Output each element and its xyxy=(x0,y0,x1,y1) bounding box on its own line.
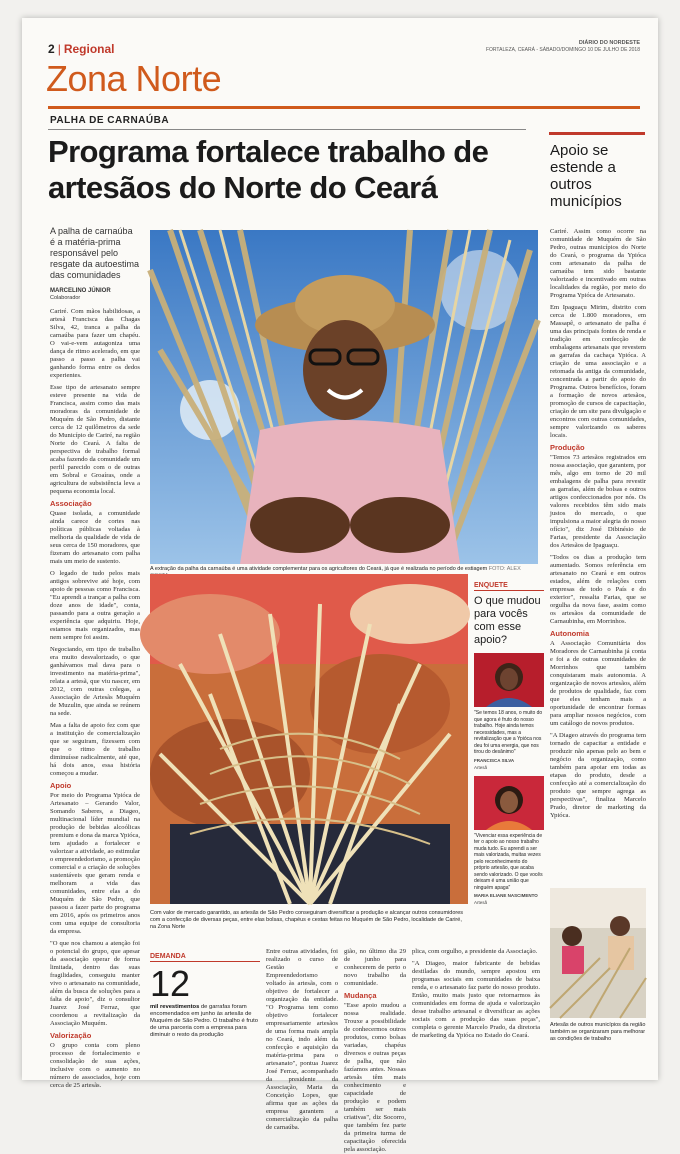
paragraph: "Temos 73 artesãos registrados em nossa associação, que garantem, por mês, algo em torno de 20 mil embalagens de palha para revestir as garrafas, além de bolsas e outros artigos confeccionados por nós. Os valores recebidos têm sido mais justos do mercado, o que impulsiona a maior alegria do nosso ofício", diz José Dibinésio de Farias, presidente da Associação dos Artesãos de Ipaguaçu. xyxy=(550,454,646,549)
paragraph: Cariré. Assim como ocorre na comunidade de Muquém de São Pedro, outras municípios do Norte do Ceará, o programa da Ypióca com artesanato da palha de carnaúba tem sido bastante valorizado e incentivado em outras localidades da região, por meio do Programa Ypióca de Artesanato. xyxy=(550,228,646,299)
paragraph: Mas a falta de apoio fez com que a instituição de comercialização que se seguiram, fizessem com que o ritmo de trabalho diminuísse radicalmente, até que, há dois anos, essa história começou a mudar. xyxy=(50,722,140,777)
portrait-maria xyxy=(474,776,544,830)
page-header xyxy=(48,40,640,58)
portrait-francisca xyxy=(474,653,544,707)
dek: A palha de carnaúba é a matéria-prima responsável pelo resgate da autoestima das comunidades xyxy=(50,226,140,280)
photo-credit: FOTO: ALEX xyxy=(488,566,521,572)
header-separator: | xyxy=(57,42,61,56)
headline: Programa fortalece trabalho de artesãos do Norte do Ceará xyxy=(48,134,489,205)
byline xyxy=(50,288,140,302)
byline-role: Colaborador xyxy=(50,295,81,301)
newspaper-page xyxy=(22,18,658,1153)
weaving-photo xyxy=(150,574,468,904)
sidebar-rule xyxy=(549,132,645,135)
paragraph: Em Ipaguaçu Mirim, distrito com cerca de 1.800 moradores, em Massapê, o artesanato de palha é uma das principais fontes de renda e tradição em confecção de embalagens artesanais que revestem as garrafas da cachaça Ypióca. A criação de uma associação e a retomada da antiga da comunidade, concentrada a partir do apoio do Programa. Outros benefícios, foram a formação de novos artesãos, promoção de cursos de capacitação, criação de um site para divulgação e encontros com outras comunidades, sempre valorizando os saberes locais. xyxy=(550,304,646,439)
paragraph: Cariré. Com mãos habilidosas, a artesã Francisca das Chagas Silva, 42, tranca a palha da carnaúba para fazer um chapéu. O vai-e-vem autagoniza uma dança de ritmo acelerado, em que passo a passo a palha vai ganhando forma entre os dedos experientes. xyxy=(50,308,140,379)
paragraph: "Todos os dias a produção tem aumentado. Somos referência em artesanato no Ceará e em outros estados, além de relações com empresas de todo o País e do exterior", ressalta Farias, que se orgulha da nova fase, assim como os artesãos da comunidade de Carnaubinha, em Morrinhos. xyxy=(550,554,646,625)
subhead: Apoio xyxy=(50,781,72,790)
photo2-caption: Com valor de mercado garantido, as artesãs de São Pedro conseguiram diversificar a produção e alcançar outros consumidores com a confecção de diversas peças, entre elas bolsas, chapéus e cestas feitas no Muquém de São Pedro, localidade de Cariré, na Zona Norte xyxy=(150,910,464,930)
weaving-illustration xyxy=(150,574,468,904)
demand-number: 12 xyxy=(150,963,191,1004)
poll-name-1: FRANCISCA SILVA xyxy=(474,757,515,763)
section-name: Regional xyxy=(63,42,115,56)
paragraph: "Esse apoio mudou a nossa realidade. Trouxe a possibilidade de conhecermos outros produtos, como bolsas variadas, chapéus diversos e outras peças de palha, que não fazíamos antes. Nossas artesãs têm mais conhecimento e capacidade de produção e podem também ser mais criativas", diz Socorro, que também fez parte da primeira turma de capacitação oferecida pela associação. xyxy=(344,1002,406,1153)
subhead: Valorização xyxy=(50,1031,92,1040)
paragraph: Por meio do Programa Ypióca de Artesanato – Gerando Valor, Somando Saberes, a Diageo, multinacional líder mundial na produção de bebidas alcoólicas premium e dona da marca Ypióca, tem ajudado a fortalecer e valorizar a atividade, ao estimular o empreendedorismo, a promoção comercial e a criação de soluções sustentáveis que geram renda e melhoram a vida das comunidades, entre elas a do Muquém de São Pedro, que passou a fazer parte do programa em 2016, após os primeiros anos com uma equipe de consultoria da empresa. xyxy=(50,792,140,935)
demand-box xyxy=(150,953,260,1053)
paragraph: Quase isolada, a comunidade ainda carece de cortes nas políticas públicas voltadas à melhoria da qualidade de vida de seus cerca de 150 moradores, que fizeram do artesanato com palha mais um meio de sustento. xyxy=(50,510,140,565)
subhead: Associação xyxy=(50,499,92,508)
poll-box xyxy=(474,582,544,912)
subhead: Autonomia xyxy=(550,629,590,638)
paper-name: DIÁRIO DO NORDESTE xyxy=(578,40,640,46)
portrait-illustration xyxy=(474,776,544,830)
paragraph: Entre outras atividades, foi realizado o curso de Gestão e Empreendedorismo voltado às artesãs, com o objetivo de fortalecer a organização da entidade. "O Programa tem como objetivo fortalecer empresariamente artesãos de uma forma mais ampla no Ceará, indo além da confecção e aquisição da matéria-prima para o artesanato", pontua Juarez José Ferraz, acompanhado da presidente da Associação, Maria da Conceição Lopes, que afirma que as ações da empresa garantem a comercialização da palha de carnaúba. xyxy=(266,948,338,1131)
paragraph: O grupo conta com pleno processo de fortalecimento e consolidação de suas ações, inclusive com o aumento no número de associados, hoje com cerca de 25 artesãs. xyxy=(50,1042,140,1089)
demand-text-body: de garrafas foram encomendados em junho às artesãs de Muquém de São Pedro. O trabalho é fruto de uma parceria com a empresa para diminuir o resto da produção xyxy=(150,1004,258,1038)
subhead: Produção xyxy=(550,443,585,452)
paragraph: "O que nos chamou a atenção foi o potencial do grupo, que apesar da associação operar de forma limitada, dentro das suas fragilidades, conseguiu manter vivo o artesanato na comunidade, além da busca de soluções para a falta de apoio", diz o consultor Juarez José Ferraz, que coordenou a revitalização da Associação Muquém. xyxy=(50,940,140,1027)
portrait-illustration xyxy=(474,653,544,707)
paragraph: "A Diageo, maior fabricante de bebidas destiladas do mundo, sempre apostou em programas sociais em comunidades de baixa renda, e o artesanato faz parte do nosso produto. Então, muito mais justo que retornarmos às comunidades em forma de ajuda e valorização desse trabalho artesanal e diversificar as ações sociais com a produção das suas peças", completa o gerente Marcelo Prado, da diretoria de marketing da Ypióca no Estado do Ceará. xyxy=(412,960,540,1039)
poll-quote-1: "Se temos 18 anos, o muito do que agora é fruto do nosso trabalho. Hoje ainda temos necessidades, mas a revitalização que a Ypióca nos deu foi uma energia, que nos tirou do desânimo" xyxy=(474,710,543,755)
paragraph: A Associação Comunitária dos Moradores de Carnaubinha já conta e foi a de outras comunidades de Morrinhos que também conquistaram mais autonomia. A organização de novos artesãos, além de produtos de qualidade, faz com que eles tenham mais a oportunidade de encontrar formas para ampliar nossos negócios, com um catálogo de novos produtos. xyxy=(550,640,646,727)
bottom-column-3 xyxy=(412,948,540,1068)
bottom-column-1 xyxy=(266,948,338,1131)
paragraph: O legado de tudo pelos mais antigos sobrevive até hoje, com apoio de pessoas como Francisca. "Eu aprendi a trançar a palha com doze anos de idade", conta, passando para a outra geração a experiência que adquiriu. Hoje, estamos mais organizados, mas nem sempre foi assim. xyxy=(50,570,140,641)
poll-question: O que mudou para vocês com esse apoio? xyxy=(474,595,541,646)
sidebar-column xyxy=(550,228,646,883)
poll-label: ENQUETE xyxy=(474,582,544,591)
byline-name: MARCELINO JÚNIOR xyxy=(50,288,111,294)
paragraph: gião, no último dia 29 de junho para conhecerem de perto o novo trabalho da comunidade. xyxy=(344,948,406,987)
header-right xyxy=(486,40,640,54)
poll-quote-2: "Vivenciar essa experiência de ter o apoio ao nosso trabalho muda tudo. Eu aprendi a ser mais valorizada, muitas vezes pelo reconhecimento do próprio artesão, que acaba sendo valorizado. O que vocês deixam é uma união que ninguém apaga" xyxy=(474,832,543,891)
orange-rule xyxy=(48,106,640,109)
sidebar-headline: Apoio se estende a outros municípios xyxy=(550,142,622,210)
paragraph: Esse tipo de artesanato sempre esteve presente na vida de Francisca, assim como das mais moradoras da comunidade de Muquém de São Pedro, distante cerca de 12 quilômetros da sede do Município de Cariré, na região Norte do Ceará. A falta de perspectiva de trabalho formal acaba fazendo da comunidade um perfil parecido com o de outras em Sobral e Groaíras, onde a agricultura de subsistência leva a pequena economia local. xyxy=(50,384,140,495)
demand-text xyxy=(150,1004,260,1039)
children-photo xyxy=(550,888,646,1018)
zone-title: Zona Norte xyxy=(46,58,222,99)
kicker-rule xyxy=(48,129,526,130)
artisan-illustration xyxy=(150,230,538,564)
subhead: Mudança xyxy=(344,991,377,1000)
dateline: FORTALEZA, CEARÁ - SÁBADO/DOMINGO 10 DE JULHO DE 2018 xyxy=(485,47,640,53)
artisan-photo xyxy=(150,230,538,564)
children-illustration xyxy=(550,888,646,1018)
poll-role-1: Artesã xyxy=(474,764,488,770)
kicker: PALHA DE CARNAÚBA xyxy=(50,115,170,126)
paragraph: Negociando, em tipo de trabalho era muito desvalorizado, o que ganhávamos mal dava para o investimento na matéria-prima", relata a artesã, que viu nascer, em 2012, com outras colegas, a Associação de Artesãs Muquém de Muzulin, que ainda se reúnem na sede. xyxy=(50,646,140,717)
caption-text: A extração da palha da carnaúba é uma atividade complementar para os agricultores do Ceará, já que é realizada no período de estiagem xyxy=(150,566,488,572)
demand-text-bold: mil revestimentos xyxy=(150,1004,200,1010)
page-number: 2 xyxy=(48,42,55,56)
paragraph: "A Diageo através do programa tem tornado de capacitar a entidade e produzir não apenas pelo ao bem e negócio da organização, como também para apoiar em todas as etapas do produto, desde a confecção até a comercialização do produto que sempre agrega as perspectivas", finaliza Marcelo Prado, diretor de marketing da Ypióca. xyxy=(550,732,646,819)
bottom-column-2 xyxy=(344,948,406,1153)
paragraph: plica, com orgulho, a presidente da Associação. xyxy=(412,948,538,955)
demand-label: DEMANDA xyxy=(150,953,260,962)
poll-role-2: Artesã xyxy=(474,900,488,905)
left-column xyxy=(50,308,140,1089)
poll-name-2: MARIA ELIANE NASCIMENTO xyxy=(474,893,538,898)
photo3-caption: Artesãs de outros municípios da região também se organizaram para melhorar as condições de trabalho xyxy=(550,1022,646,1042)
